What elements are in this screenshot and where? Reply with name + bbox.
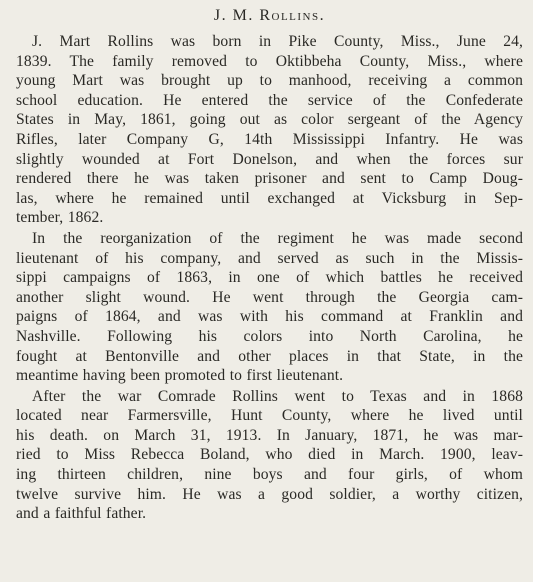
page-title: J. M. Rollins. [213,7,326,24]
paragraph-3 [16,387,523,524]
text-line: 1839. The family removed to Oktibbeha County, Miss., where [16,52,523,70]
text-line: located near Farmersville, Hunt County, where he lived until [16,407,523,425]
text-line: meantime having been promoted to first lieutenant. [16,367,344,385]
text-line: paigns of 1864, and was with his command at Franklin and [16,308,523,326]
text-line: States in May, 1861, going out as color sergeant of the Agency [16,111,523,129]
text-line: sippi campaigns of 1863, in one of which battles he received [16,269,523,287]
text-line: tember, 1862. [16,209,104,227]
text-line: another slight wound. He went through the Georgia cam- [16,288,523,306]
text-line: ried to Miss Rebecca Boland, who died in March. 1900, leav- [16,446,523,464]
text-line: rendered there he was taken prisoner and sent to Camp Doug- [16,170,523,188]
text-line: Rifles, later Company G, 14th Mississippi Infantry. He was [16,130,523,148]
text-line: lieutenant of his company, and served as such in the Missis- [16,249,523,267]
text-line: J. Mart Rollins was born in Pike County, Miss., June 24, [32,33,523,50]
text-line: young Mart was brought up to manhood, receiving a common [16,72,523,90]
text-line: and a faithful father. [16,505,147,523]
text-line: After the war Comrade Rollins went to Texas and in 1868 [32,387,523,405]
text-line: las, where he remained until exchanged at Vicksburg in Sep- [16,189,523,207]
text-line: school education. He entered the service of the Confederate [16,91,523,109]
text-line: his death. on March 31, 1913. In January, 1871, he was mar- [16,426,523,444]
paragraph-2 [16,229,523,386]
text-line: Nashville. Following his colors into North Carolina, he [16,327,523,345]
text-line: twelve survive him. He was a good soldier, a worthy citizen, [16,485,523,503]
text-line: slightly wounded at Fort Donelson, and when the forces sur [16,150,523,168]
text-line: ing thirteen children, nine boys and four girls, of whom [16,466,523,484]
paragraph-1 [16,32,523,228]
text-line: fought at Bentonville and other places in that State, in the [16,347,523,365]
text-line: In the reorganization of the regiment he was made second [32,229,523,247]
